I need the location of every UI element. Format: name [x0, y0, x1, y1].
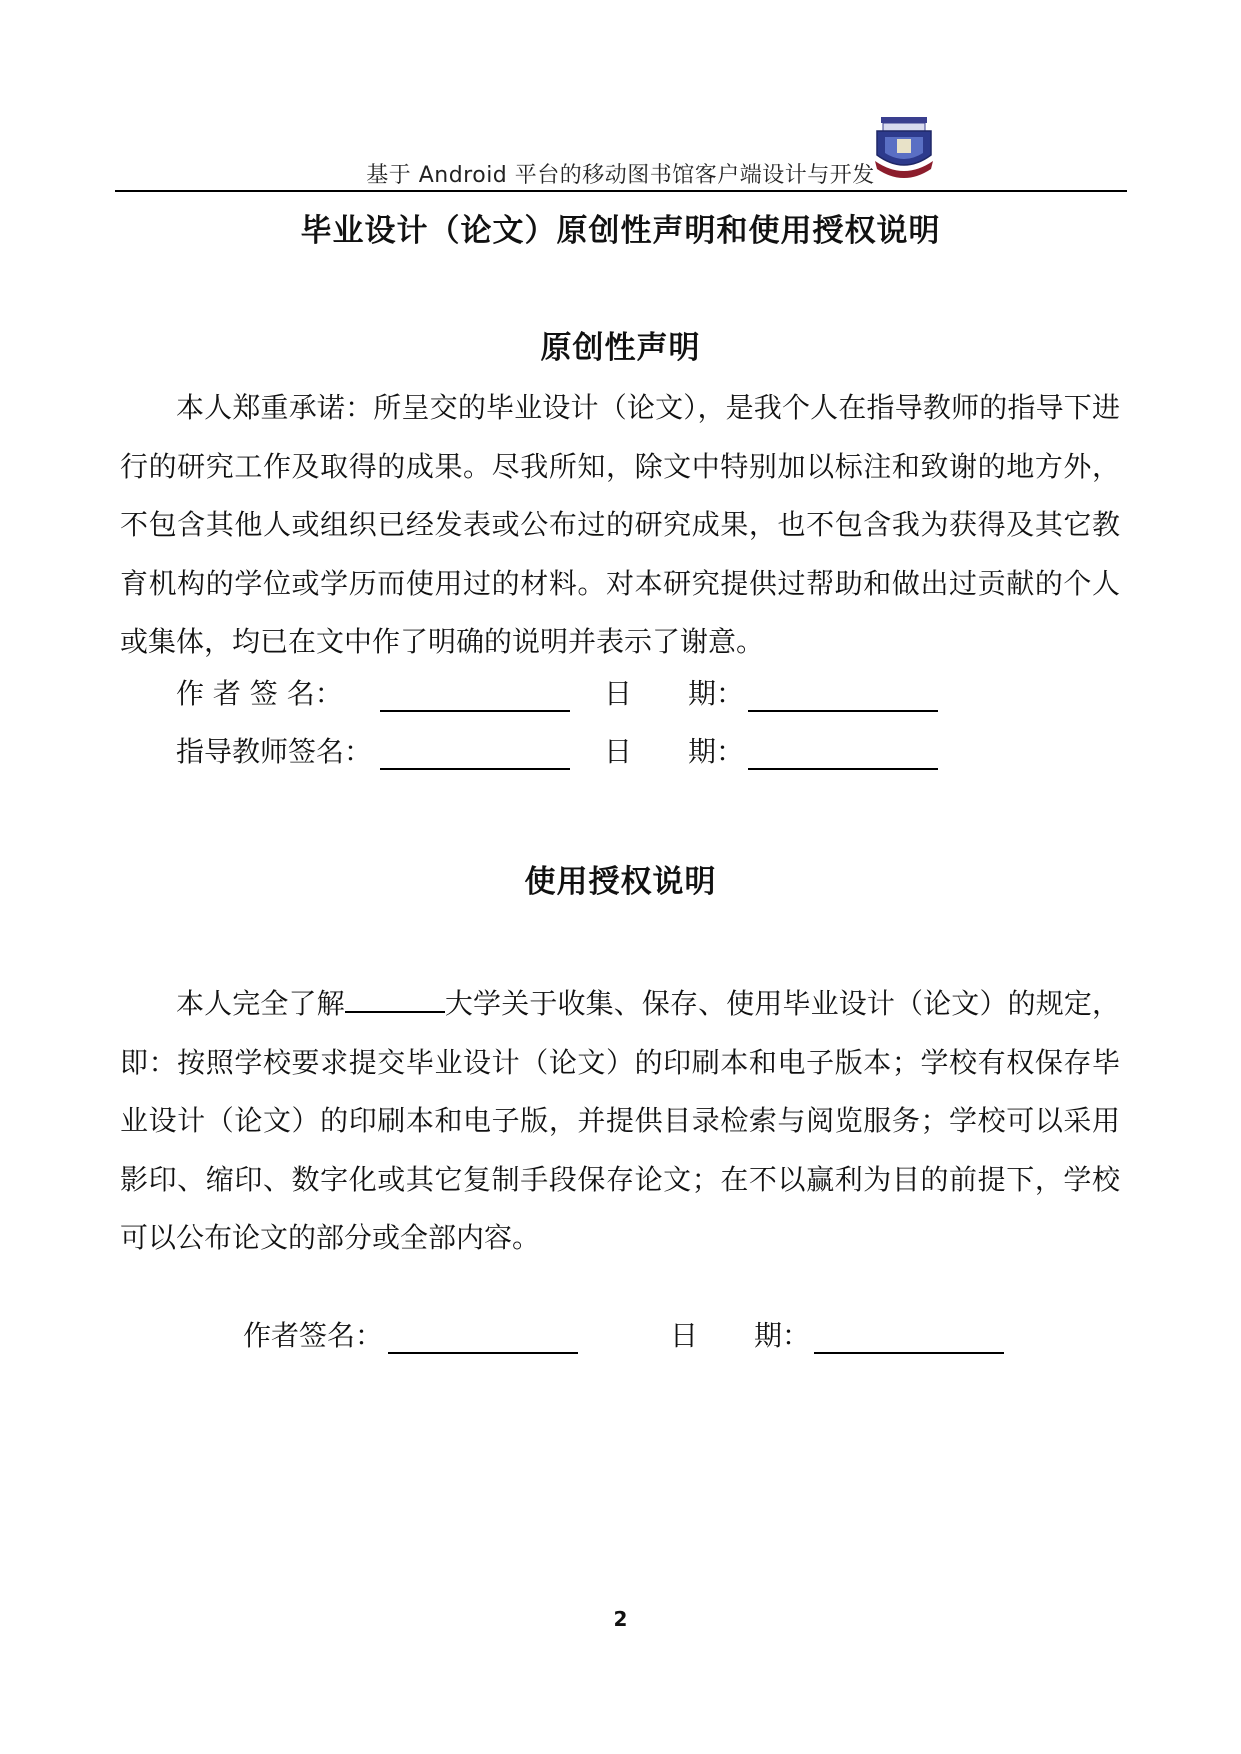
authorization-body — [120, 975, 1120, 1268]
author-sign-line[interactable] — [380, 710, 570, 712]
university-name-blank[interactable] — [345, 981, 445, 1013]
page-title: 毕业设计（论文）原创性声明和使用授权说明 — [300, 213, 941, 249]
advisor-sign-line[interactable] — [380, 768, 570, 770]
originality-body: 本人郑重承诺：所呈交的毕业设计（论文），是我个人在指导教师的指导下进行的研究工作及取得的成果。尽我所知，除文中特别加以标注和致谢的地方外，不包含其他人或组织已经发表或公布过的研究成果，也不包含我为获得及其它教育机构的学位或学历而使用过的材料。对本研究提供过帮助和做出过贡献的个人或集体，均已在文中作了明确的说明并表示了谢意。 — [120, 391, 1120, 658]
author-sign-label: 作 者 签 名： — [176, 677, 343, 710]
author-sign-label: 作者签名： — [243, 1319, 384, 1352]
university-crest-logo — [873, 115, 935, 185]
authorization-body-rest: 大学关于收集、保存、使用毕业设计（论文）的规定，即：按照学校要求提交毕业设计（论文）的印刷本和电子版本；学校有权保存毕业设计（论文）的印刷本和电子版，并提供目录检索与阅览服务；学校可以采用影印、缩印、数字化或其它复制手段保存论文；在不以赢利为目的前提下，学校可以公布论文的部分或全部内容。 — [120, 987, 1120, 1254]
page-number: 2 — [613, 1607, 628, 1631]
date-label: 日 期： — [604, 677, 745, 710]
date-line[interactable] — [748, 768, 938, 770]
running-header-title: 基于 Android 平台的移动图书馆客户端设计与开发 — [366, 163, 875, 188]
authorization-signature-row — [0, 1316, 1241, 1356]
date-line[interactable] — [814, 1352, 1004, 1354]
author-signature-row — [0, 674, 1241, 714]
authorization-body-start: 本人完全了解 — [176, 987, 345, 1020]
date-label: 日 期： — [604, 735, 745, 768]
author-sign-line[interactable] — [388, 1352, 578, 1354]
header-divider — [115, 190, 1127, 192]
advisor-signature-row — [0, 732, 1241, 772]
originality-heading: 原创性声明 — [540, 330, 701, 366]
date-line[interactable] — [748, 710, 938, 712]
date-label: 日 期： — [670, 1319, 811, 1352]
advisor-sign-label: 指导教师签名： — [176, 735, 373, 768]
authorization-heading: 使用授权说明 — [524, 864, 717, 900]
